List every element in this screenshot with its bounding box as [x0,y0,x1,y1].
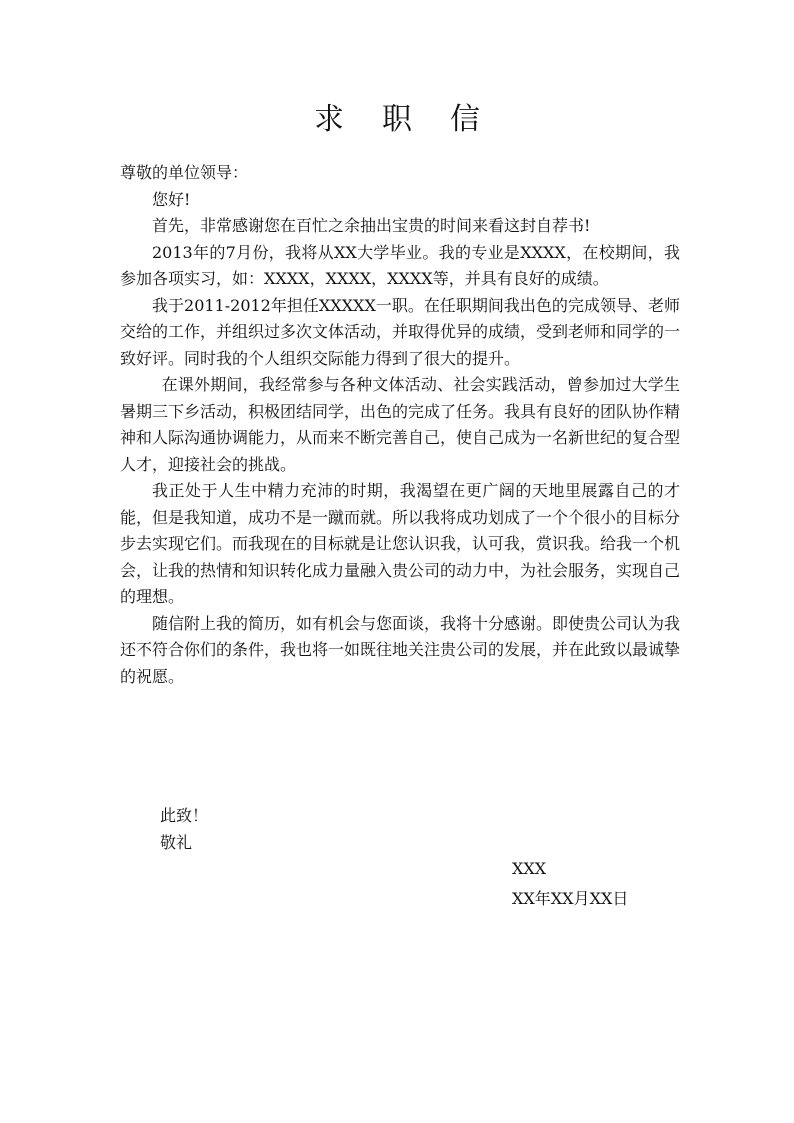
page-title: 求职信 [314,102,518,137]
signature-name: XXX [512,859,547,878]
salutation: 尊敬的单位领导： [120,163,249,182]
closing-line-2: 敬礼 [160,833,193,852]
signature-block [512,854,628,914]
greeting: 您好! [152,189,191,209]
paragraph-position: 我于2011-2012年担任XXXXX一职。在任职期间我出色的完成领导、老师交给的工作，并组织过多次文体活动，并取得优异的成绩，受到老师和同学的一致好评。同时我的个人组织交际能力得到了很大的提升。 [120,295,681,368]
closing [160,802,208,856]
paragraph-education: 2013年的7月份，我将从XX大学毕业。我的专业是XXXX，在校期间，我参加各项实习，如：XXXX，XXXX，XXXX等，并具有良好的成绩。 [120,242,680,288]
paragraph-activities: 在课外期间，我经常参与各种文体活动、社会实践活动，曾参加过大学生暑期三下乡活动，积极团结同学，出色的完成了任务。我具有良好的团队协作精神和人际沟通协调能力，从而来不断完善自己，使自己成为一名新世纪的复合型人才，迎接社会的挑战。 [120,375,681,474]
closing-line-1: 此致！ [160,806,209,825]
paragraph-intro: 首先，非常感谢您在百忙之余抽出宝贵的时间来看这封自荐书! [152,216,591,235]
letter-body [120,160,680,690]
paragraph-resume: 随信附上我的简历，如有机会与您面谈，我将十分感谢。即使贵公司认为我还不符合你们的条件，我也将一如既往地关注贵公司的发展，并在此致以最诚挚的祝愿。 [120,613,681,686]
paragraph-goals: 我正处于人生中精力充沛的时期，我渴望在更广阔的天地里展露自己的才能，但是我知道，成功不是一蹴而就。所以我将成功划成了一个个很小的目标分步去实现它们。而我现在的目标就是让您认识我，认可我，赏识我。给我一个机会，让我的热情和知识转化成力量融入贵公司的动力中，为社会服务，实现自己的理想。 [120,481,681,606]
signature-date: XX年XX月XX日 [512,889,629,908]
